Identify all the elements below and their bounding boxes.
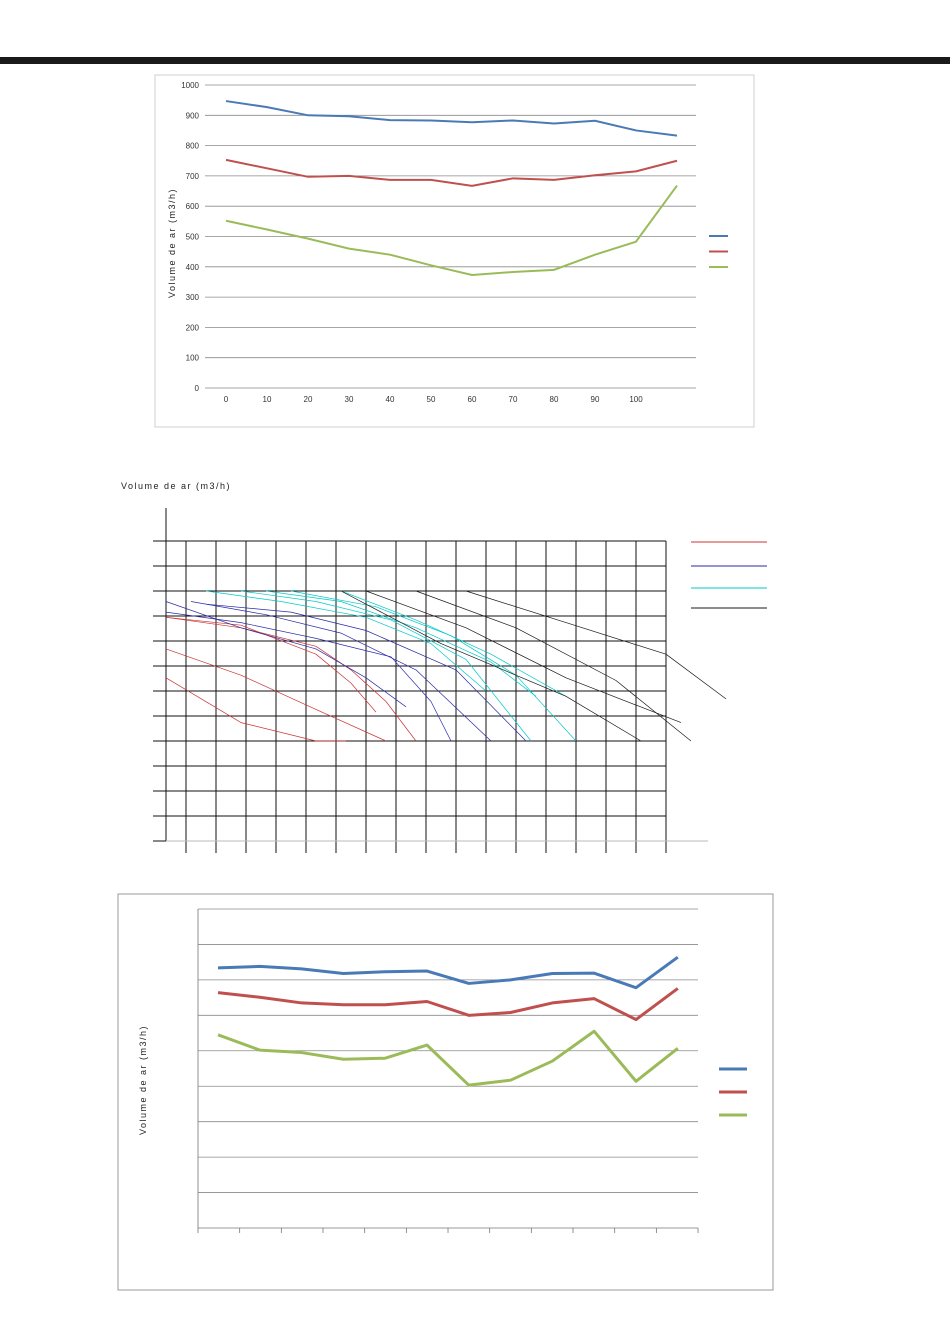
chart-1-y-axis-label: Volume de ar (m3/h) — [167, 187, 177, 299]
chart-1-x-tick-label: 70 — [508, 395, 518, 404]
chart-3-y-axis-label: Volume de ar (m3/h) — [138, 1024, 148, 1136]
chart-1-x-tick-label: 100 — [629, 395, 643, 404]
chart-1-y-tick-label: 700 — [185, 171, 199, 181]
chart-1-x-tick-label: 30 — [344, 395, 354, 404]
chart-1-y-tick-label: 600 — [185, 202, 199, 212]
chart-1-y-tick-label: 900 — [185, 111, 199, 121]
chart-1-y-tick-label: 200 — [185, 323, 199, 333]
chart-1-x-tick-label: 10 — [262, 395, 272, 404]
chart-3-frame — [118, 894, 773, 1290]
chart-1-y-tick-label: 500 — [185, 232, 199, 242]
chart-1-y-tick-label: 400 — [185, 262, 199, 272]
chart-1-y-tick-label: 1000 — [181, 81, 199, 90]
chart-1-y-tick-label: 100 — [185, 353, 199, 363]
chart-1-x-tick-label: 60 — [467, 395, 477, 404]
chart-1-x-tick-label: 80 — [549, 395, 559, 404]
chart-1-x-tick-label: 40 — [385, 395, 395, 404]
chart-2-y-axis-label: Volume de ar (m3/h) — [121, 481, 232, 491]
chart-1-x-tick-label: 90 — [590, 395, 600, 404]
chart-1-y-tick-label: 800 — [185, 141, 199, 151]
chart-1-x-tick-label: 20 — [303, 395, 313, 404]
chart-1-x-tick-label: 0 — [223, 395, 229, 404]
chart-1-y-tick-label: 300 — [185, 293, 199, 303]
chart-1-y-tick-label: 0 — [194, 384, 199, 393]
chart-1-x-tick-label: 50 — [426, 395, 436, 404]
